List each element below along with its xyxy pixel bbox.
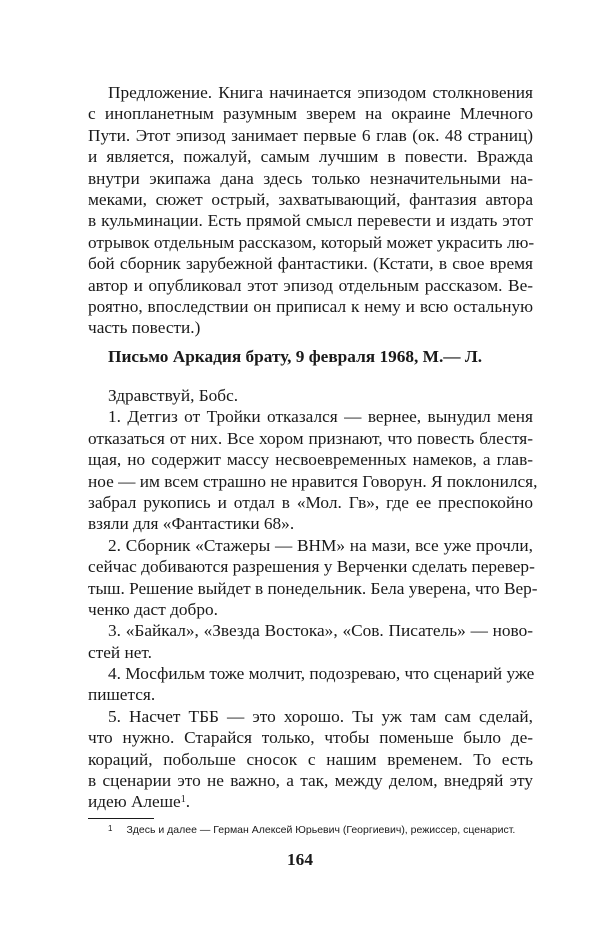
text-line: забрал рукопись и отдал в «Мол. Гв», где ее преспокойно [88, 492, 533, 512]
text-line: 4. Мосфильм тоже молчит, подозреваю, что сценарий уже [108, 664, 535, 684]
text-line: 2. Сборник «Стажеры — ВНМ» на мази, все уже прочли, [108, 535, 533, 555]
text-line: Предложение. Книга начинается эпизодом столкновения [108, 83, 533, 102]
footnote-reference[interactable]: 1 [180, 794, 186, 806]
intro-paragraph [88, 82, 533, 339]
text-line: с инопланетным разумным зверем на окраине Млечного [88, 104, 533, 124]
text-line: в сценарии это не важно, а так, между делом, внедряй эту [88, 771, 533, 791]
text-line: ченко даст добро. [88, 599, 218, 619]
page-number: 164 [287, 850, 313, 869]
footnote [108, 824, 548, 836]
text-line: сейчас добиваются разрешения у Верченки сделать перевер- [88, 557, 535, 577]
text-line: взяли для «Фантастики 68». [88, 514, 295, 534]
text-line: отказаться от них. Все хором признают, что повесть блестя- [88, 428, 533, 448]
text-line: роятно, впоследствии он приписал к нему и всю остальную [88, 296, 533, 316]
text-fragment: идею Алеше [88, 792, 181, 812]
text-line: 5. Насчет ТББ — это хорошо. Ты уж там сам сделай, [108, 706, 533, 726]
text-line: 1. Детгиз от Тройки отказался — вернее, вынудил меня [108, 407, 533, 427]
text-line: меками, сюжет острый, захватывающий, фантазия автора [88, 189, 533, 209]
text-line: идею Алеше$^1$. [88, 792, 191, 812]
text-line: Пути. Этот эпизод занимает первые 6 глав (ок. 48 страниц) [88, 125, 533, 145]
text-line: пишется. [88, 685, 156, 705]
letter-heading: Письмо Аркадия брату, 9 февраля 1968, М.— Л. [108, 347, 483, 366]
text-line: тыш. Решение выйдет в понедельник. Бела уверена, что Вер- [88, 578, 538, 598]
footnote-number: 1 [108, 824, 113, 833]
footnote-divider [88, 818, 154, 819]
text-line: ное — им всем страшно не нравится Говорун. Я поклонился, [88, 471, 538, 491]
text-line: отрывок отдельным рассказом, который может украсить лю- [88, 232, 535, 252]
text-line: 3. «Байкал», «Звезда Востока», «Сов. Писатель» — ново- [108, 621, 533, 641]
greeting-line: Здравствуй, Бобс. [108, 386, 239, 405]
text-line: щая, но содержит массу несвоевременных намеков, а глав- [88, 450, 533, 470]
letter-body [88, 385, 538, 813]
text-line: часть повести.) [88, 318, 201, 338]
text-line: внутри экипажа дана здесь только незначительными на- [88, 168, 533, 188]
text-line: бой сборник зарубежной фантастики. (Кстати, в свое время [88, 254, 533, 274]
text-line: кораций, побольше сносок с нашим временем. То есть [88, 749, 533, 769]
text-line: и является, пожалуй, самым лучшим в повести. Вражда [88, 147, 533, 167]
text-line: в кульминации. Есть прямой смысл перевести и издать этот [88, 211, 533, 231]
text-line: что нужно. Старайся только, чтобы поменьше было де- [88, 728, 533, 748]
footnote-text: Здесь и далее — Герман Алексей Юрьевич (Георгиевич), режиссер, сценарист. [126, 824, 516, 836]
text-line: автор и опубликовал этот эпизод отдельным рассказом. Ве- [88, 275, 533, 295]
text-line: стей нет. [88, 642, 152, 662]
